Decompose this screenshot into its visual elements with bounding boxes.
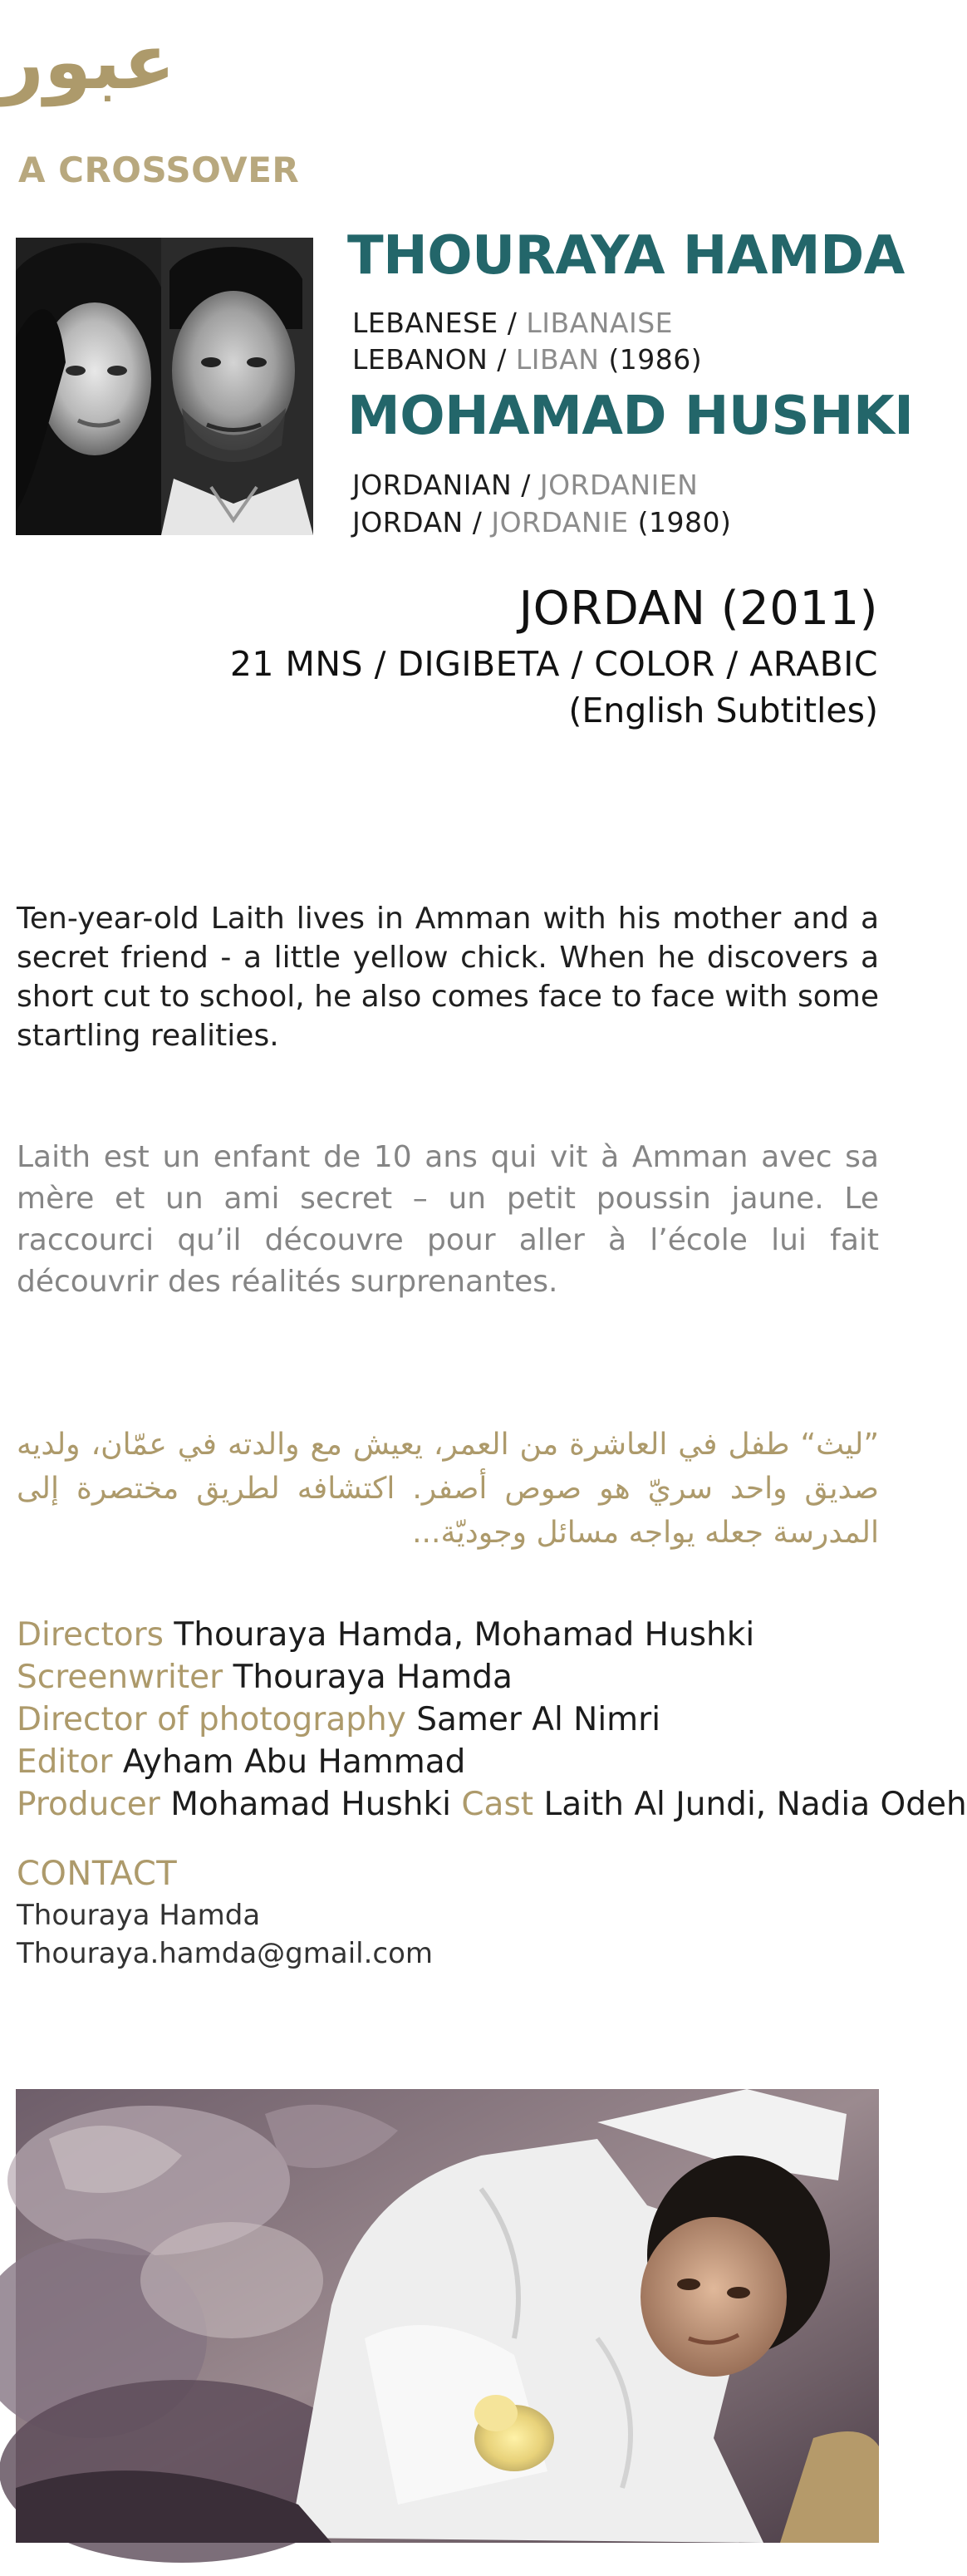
film-country-year: JORDAN (2011) [518,582,878,636]
film-specs: 21 MNS / DIGIBETA / COLOR / ARABIC [229,644,878,684]
credit-screenwriter: Screenwriter Thouraya Hamda [17,1659,513,1696]
directors-portrait [16,238,313,535]
contact-email[interactable]: Thouraya.hamda@gmail.com [17,1937,434,1970]
director-country-2: JORDAN / JORDANIE (1980) [352,506,732,538]
director-nationality-1: LEBANESE / LIBANAISE [352,307,674,339]
credit-dop: Director of photography Samer Al Nimri [17,1701,661,1738]
director-name-1: THOURAYA HAMDA [347,225,905,287]
film-subtitles: (English Subtitles) [568,691,878,730]
director-country-1: LEBANON / LIBAN (1986) [352,343,703,376]
credit-directors: Directors Thouraya Hamda, Mohamad Hushki [17,1616,755,1654]
film-still-photo [16,2089,879,2543]
credit-editor: Editor Ayham Abu Hammad [17,1743,466,1781]
synopsis-french: Laith est un enfant de 10 ans qui vit à Amman avec sa mère et un ami secret – un petit poussin jaune. Le raccourci qu’il découvre pour aller à l’école lui fait découvrir des réalités surprenantes. [17,1140,879,1299]
film-still [16,2089,879,2543]
logo-subtitle: A CROSSOVER [18,150,300,190]
synopsis-arabic: ”ليث“ طفل في العاشرة من العمر، يعيش مع والدته في عمّان، ولديه صديق واحد سريّ هو صوص أصفر. اكتشافه لطريق مختصرة إلى المدرسة جعله يواجه مسائل وجوديّة... [17,1428,879,1550]
credit-producer-cast: Producer Mohamad Hushki Cast Laith Al Jundi, Nadia Odeh [17,1786,967,1823]
portrait-photo [16,238,313,535]
credits [17,1614,967,1826]
logo-arabic: عبور [0,17,176,106]
contact-name: Thouraya Hamda [17,1899,261,1932]
synopsis-english: Ten-year-old Laith lives in Amman with his mother and a secret friend - a little yellow chick. When he discovers a short cut to school, he also comes face to face with some startling realities. [17,902,879,1053]
director-nationality-2: JORDANIAN / JORDANIEN [352,469,699,501]
director-name-2: MOHAMAD HUSHKI [347,386,914,447]
contact-title: CONTACT [17,1855,178,1893]
